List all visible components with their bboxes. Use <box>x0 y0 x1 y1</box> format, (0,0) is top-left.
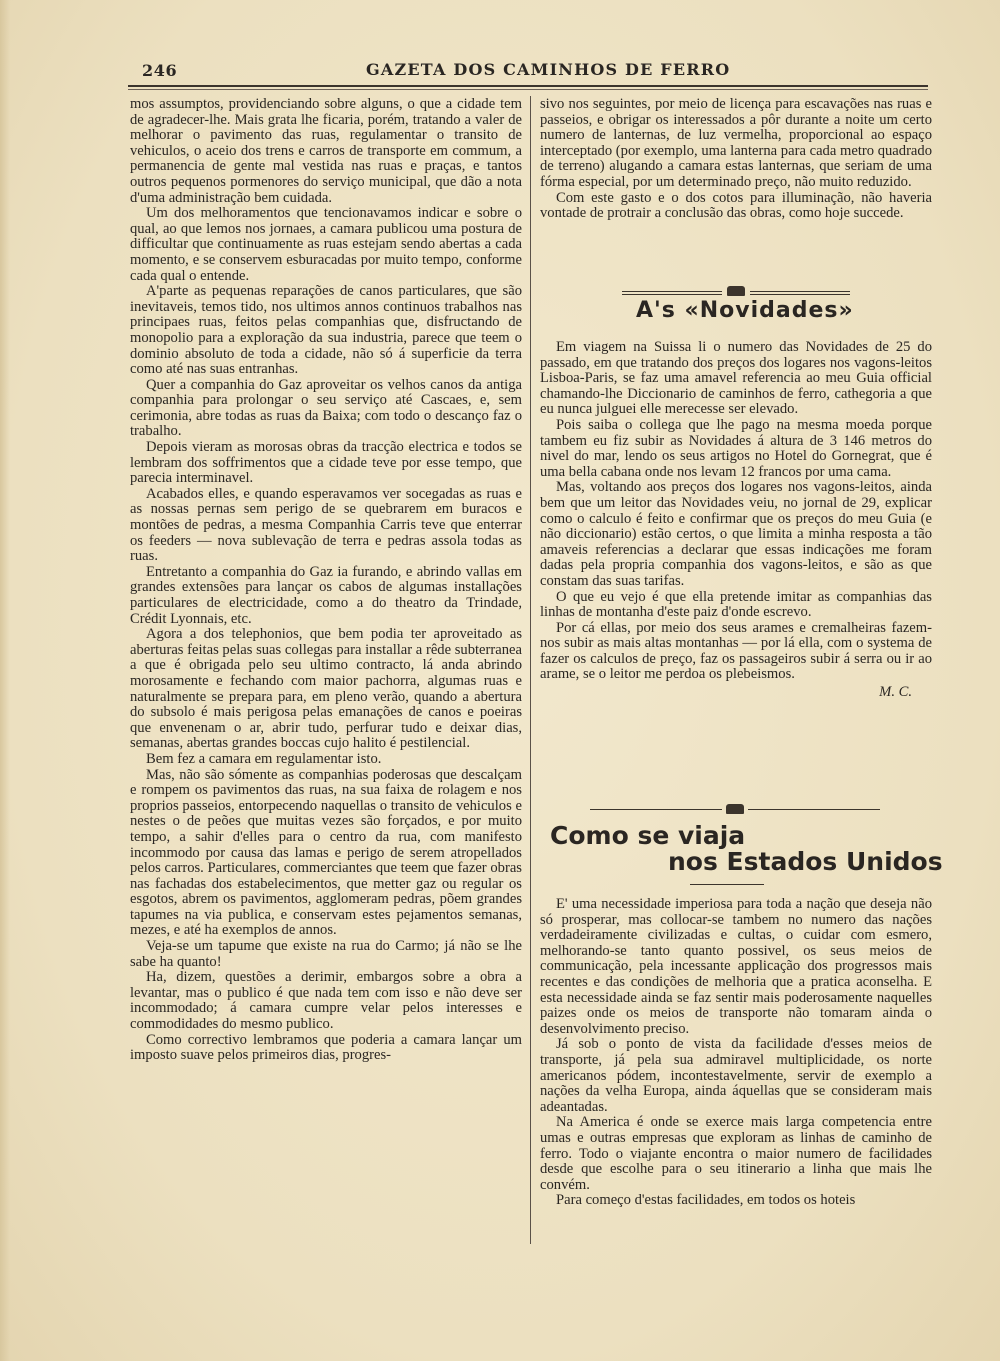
paragraph: Como correctivo lembramos que poderia a camara lançar um imposto suave pelos primeiros dias, progres- <box>130 1031 522 1064</box>
paragraph: mos assumptos, providenciando sobre alguns, o que a cidade tem de agradecer-lhe. Mais grata lhe ficaria, porém, tratando a valer de melhorar o pavimento das ruas, regulamentar o transito de vehiculos, o aceio dos trens e carros de transporte em commum, a permanencia de gente mal vestida nas ruas e praças, e tantos outros pequenos pormenores do serviço municipal, que dão a nota d'uma administração bem cuidada. <box>130 96 522 206</box>
paragraph: Em viagem na Suissa li o numero das Novidades de 25 do passado, em que tratando dos preços dos logares nos vagons-leitos Lisboa-Paris, se faz uma amavel referencia ao meu Guia official chamando-lhe Diccionario de caminhos de ferro, cathegoria a que eu nunca julguei elle merecesse ser elevado. <box>540 339 932 418</box>
header-rule <box>128 85 928 87</box>
page-header <box>128 58 924 82</box>
paragraph: A'parte as pequenas reparações de canos particulares, que são inevitaveis, temos tido, nos ultimos annos continuos trabalhos nas principaes ruas, feitos pelas companhias que, disfructando de monopolio para a exploração da sua industria, parece que teem o dominio absoluto de toda a cidade, não só á superficie da terra como até nas suas entranhas. <box>130 283 522 378</box>
paragraph: Quer a companhia do Gaz aproveitar os velhos canos da antiga companhia para prolongar o seu serviço até Cascaes, e, sem cerimonia, abre todas as ruas da Baixa; com todo o descanço faz o trabalho. <box>130 376 522 440</box>
page-number: 246 <box>142 61 178 80</box>
section-ornament <box>590 804 880 816</box>
paragraph: Agora a dos telephonios, que bem podia ter aproveitado as aberturas feitas pelas suas collegas para installar a rêde subterranea a que é obrigada pelo seu ultimo contracto, lá anda abrindo morosamente e fechando com maior pachorra, algumas ruas e naturalmente se prepara para, em pleno verão, quando a abertura do subsolo é mais perigosa pelas emanações de canos e poeiras que envenenam o ar, abrir tudo, perfurar tudo e deixar dias, semanas, abertas grandes boccas cujo halito é pestilencial. <box>130 626 522 752</box>
paragraph: Acabados elles, e quando esperavamos ver socegadas as ruas e as nossas pernas sem perigo de se quebrarem em buracos e montões de pedras, a mesma Companhia Carris teve que enterrar os feeders — nova sublevação de terra e pedras assola todas as ruas. <box>130 485 522 565</box>
section-title-estados-unidos-line1: Como se viaja <box>550 821 746 850</box>
signature: M. C. <box>879 684 912 701</box>
paragraph: Já sob o ponto de vista da facilidade d'esses meios de transporte, já pela sua admiravel multiplicidade, os norte americanos pódem, incontestavelmente, servir de exemplo a nações da velha Europa, ainda áquellas que se consideram mais adeantadas. <box>540 1036 932 1115</box>
title-underline <box>690 884 764 885</box>
paragraph: Com este gasto e o dos cotos para illuminação, não haveria vontade de protrair a conclusão das obras, como hoje succede. <box>540 189 932 222</box>
paragraph: Veja-se um tapume que existe na rua do Carmo; já não se lhe sabe ha quanto! <box>130 938 522 970</box>
paragraph: Por cá ellas, por meio dos seus arames e cremalheiras fazem-nos subir as mais altas montanhas — por lá ella, com o systema de fazer os calculos de preço, faz os passageiros subir á serra ou ir ao arame, se o leitor me perdoa os plebeismos. <box>540 619 932 683</box>
section-ornament <box>622 286 850 298</box>
section-estados-unidos-body <box>540 897 932 1209</box>
paragraph: Bem fez a camara em regulamentar isto. <box>146 750 382 767</box>
paragraph: Depois vieram as morosas obras da tracção electrica e todos se lembram dos soffrimentos que a cidade teve por esse tempo, que parecia interminavel. <box>130 439 522 487</box>
header-rule-thin <box>128 89 928 90</box>
paragraph: Pois saiba o collega que lhe pago na mesma moeda porque tambem eu fiz subir as Novidades á altura de 3 146 metros do nivel do mar, lendo os seus artigos no Hotel do Gornegrat, que é uma bella cabana onde nos levam 12 francos por uma cama. <box>540 416 932 480</box>
paragraph: Mas, voltando aos preços dos logares nos vagons-leitos, ainda bem que um leitor das Novidades veiu, no jornal de 29, explicar como o calculo é feito e confirmar que os preços do meu Guia (e não diccionario) estão certos, o que limita a minha resposta a tão amaveis referencias a declarar que essas indicações me foram dadas pela propria companhia dos vagons-leitos, e são as que constam das suas tarifas. <box>540 479 932 589</box>
section-title-estados-unidos-line2: nos Estados Unidos <box>668 847 943 876</box>
paragraph: Para começo d'estas facilidades, em todos os hoteis <box>556 1192 856 1209</box>
paragraph: Na America é onde se exerce mais larga competencia entre umas e outras empresas que exploram as linhas de caminho de ferro. Todo o viajante encontra o maior numero de facilidades desde que escolhe para o seu itinerario a linha que mais lhe convém. <box>540 1114 932 1193</box>
column-divider <box>530 96 531 1244</box>
right-column-intro <box>540 97 932 222</box>
page-edge-shadow <box>0 0 10 1361</box>
left-column <box>130 97 522 1064</box>
paragraph: Um dos melhoramentos que tencionavamos indicar e sobre o qual, ao que lemos nos jornaes, a camara publicou uma postura de difficultar que continuamente as ruas estejam sendo abertas a cada momento, e se conservem esburacadas por muito tempo, conforme cada qual o entende. <box>130 205 522 284</box>
paragraph: sivo nos seguintes, por meio de licença para escavações nas ruas e passeios, e obrigar os interessados a pôr durante a noite um certo numero de lanternas, de luz vermelha, proporcional ao espaço interceptado (por exemplo, uma lanterna para cada metro quadrado de terreno) alugando a camara estas lanternas, que seriam de uma fórma especial, por um determinado preço, não muito reduzido. <box>540 96 932 190</box>
section-title-novidades: A's «Novidades» <box>636 298 854 323</box>
paragraph: Ha, dizem, questões a derimir, embargos sobre a obra a levantar, mas o publico é que nada tem com isso e não deve ser incommodado; á camara cumpre velar pelos interesses e commodidades do mesmo publico. <box>130 969 522 1033</box>
paragraph: E' uma necessidade imperiosa para toda a nação que deseja não só prosperar, mas collocar-se tambem no numero das nações verdadeiramente civilizadas e cultas, o cuidar com esmero, melhorando-se tanto quanto possivel, os seus meios de communicação, pela incessante applicação dos progressos mais recentes e das condições de melhoria que a pratica aconselha. E esta necessidade ainda se faz sentir mais poderosamente naquelles paizes onde os meios de transporte não tomaram ainda o desenvolvimento preciso. <box>540 896 932 1037</box>
paragraph: Mas, não são sómente as companhias poderosas que descalçam e rompem os pavimentos das ruas, na sua faixa de rolagem e nos proprios passeios, entorpecendo naquellas o transito de vehiculos e nestes o de peões que muitas vezes são forçados, e por muito tempo, a sahir d'elles para o centro da rua, com manifesto incommodo por causa das lamas e perigo de serem atropellados pelos carros. Particulares, commerciantes que teem que fazer obras nas fachadas dos estabelecimentos, que metter gaz ou regular os esgotos, abrem os pavimentos, agglomeram pedras, põem grandes tapumes na via publica, e conservam estes pejamentos semanas, mezes, e até ha exemplos de annos. <box>130 766 522 939</box>
journal-title: GAZETA DOS CAMINHOS DE FERRO <box>366 60 731 79</box>
section-novidades-body <box>540 340 932 701</box>
paragraph: Entretanto a companhia do Gaz ia furando, e abrindo vallas em grandes extensões para lançar os cabos de algumas installações particulares de electricidade, como a do theatro da Trindade, Crédit Lyonnais, etc. <box>130 563 522 627</box>
paragraph: O que eu vejo é que ella pretende imitar as companhias das linhas de montanha d'este paiz d'onde escrevo. <box>540 588 932 621</box>
